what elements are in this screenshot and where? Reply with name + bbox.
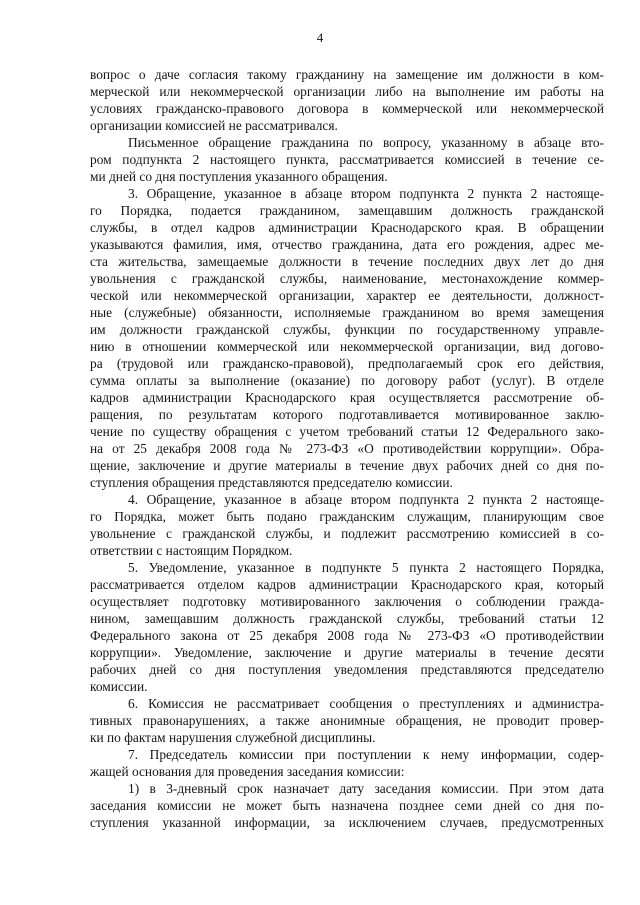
paragraph-line: тивных правонарушениях, а также анонимные обращения, не проводит провер- <box>90 713 604 728</box>
paragraph-line: ответствии с настоящим Порядком. <box>90 543 293 558</box>
paragraph <box>90 66 604 134</box>
paragraph <box>90 491 604 559</box>
paragraph-line: ные (служебные) обязанности, исполняемые гражданином во время замещения <box>90 305 604 320</box>
paragraph-line: 7. Председатель комиссии при поступлении к нему информации, содер- <box>128 747 604 762</box>
paragraph-line: ческой или некоммерческой организации, характер ее деятельности, должност- <box>90 288 604 303</box>
paragraph-line: ра (трудовой или гражданско-правовой), предполагаемый срок его действия, <box>90 356 604 371</box>
paragraph <box>90 185 604 491</box>
paragraph-line: ми дней со дня поступления указанного обращения. <box>90 169 388 184</box>
paragraph-line: Письменное обращение гражданина по вопросу, указанному в абзаце вто- <box>128 135 604 150</box>
paragraph-line: 1) в 3-дневный срок назначает дату заседания комиссии. При этом дата <box>128 781 604 796</box>
paragraph-line: заседания комиссии не может быть назначена позднее семи дней со дня по- <box>90 798 604 813</box>
paragraph-line: кадров администрации Краснодарского края осуществляется рассмотрение об- <box>90 390 604 405</box>
paragraph-line: 3. Обращение, указанное в абзаце втором подпункта 2 пункта 2 настояще- <box>128 186 604 201</box>
paragraph-line: на от 25 декабря 2008 года № 273-ФЗ «О противодействии коррупции». Обра- <box>90 441 604 456</box>
paragraph-line: сумма оплаты за выполнение (оказание) по договору работ (услуг). В отделе <box>90 373 604 388</box>
paragraph-line: осуществляет подготовку мотивированного заключения о соблюдении гражда- <box>90 594 604 609</box>
paragraph-line: го Порядка, подается гражданином, замещавшим должность гражданской <box>90 203 604 218</box>
paragraph-line: 5. Уведомление, указанное в подпункте 5 пункта 2 настоящего Порядка, <box>128 560 604 575</box>
page-number: 4 <box>316 30 324 45</box>
paragraph-line: им должности гражданской службы, функции по государственному управле- <box>90 322 604 337</box>
paragraph-line: ки по фактам нарушения служебной дисциплины. <box>90 730 376 745</box>
paragraph-line: чение по существу обращения с учетом требований статьи 12 Федерального зако- <box>90 424 604 439</box>
paragraph-line: щение, заключение и другие материалы в течение двух рабочих дней со дня по- <box>90 458 604 473</box>
paragraph <box>90 746 604 780</box>
paragraph-line: увольнения с гражданской службы, наименование, местонахождение коммер- <box>90 271 604 286</box>
paragraph-line: ращения, по результатам которого подготавливается мотивированное заклю- <box>90 407 604 422</box>
paragraph-line: 4. Обращение, указанное в абзаце втором подпункта 2 пункта 2 настояще- <box>128 492 604 507</box>
paragraph <box>90 134 604 185</box>
paragraph-line: рабочих дней со дня поступления уведомления представляются председателю <box>90 662 604 677</box>
paragraph-line: увольнение с гражданской службы, и подлежит рассмотрению комиссией в со- <box>90 526 604 541</box>
paragraph-line: нином, замещавшим должность гражданской службы, требований статьи 12 <box>90 611 604 626</box>
paragraph <box>90 780 604 831</box>
paragraph-line: мерческой или некоммерческой организации либо на выполнение им работы на <box>90 84 604 99</box>
paragraph-line: ступления обращения представляются председателю комиссии. <box>90 475 453 490</box>
paragraph-line: ром подпункта 2 настоящего пункта, рассматривается комиссией в течение се- <box>90 152 604 167</box>
document-body <box>90 66 604 831</box>
paragraph-line: Федерального закона от 25 декабря 2008 года № 273-ФЗ «О противодействии <box>90 628 604 643</box>
paragraph-line: коррупции». Уведомление, заключение и другие материалы в течение десяти <box>90 645 604 660</box>
paragraph-line: ста жительства, замещаемые должности в течение последних двух лет до дня <box>90 254 604 269</box>
paragraph-line: организации комиссией не рассматривался. <box>90 118 338 133</box>
paragraph-line: службы, в отдел кадров администрации Краснодарского края. В обращении <box>90 220 604 235</box>
paragraph-line: жащей основания для проведения заседания комиссии: <box>90 764 405 779</box>
paragraph-line: нию в отношении коммерческой или некоммерческой организации, вид догово- <box>90 339 604 354</box>
paragraph-line: ступления указанной информации, за исключением случаев, предусмотренных <box>90 815 604 830</box>
paragraph-line: комиссии. <box>90 679 148 694</box>
paragraph-line: вопрос о даче согласия такому гражданину на замещение им должности в ком- <box>90 67 604 82</box>
paragraph <box>90 695 604 746</box>
paragraph <box>90 559 604 695</box>
paragraph-line: 6. Комиссия не рассматривает сообщения о преступлениях и администра- <box>128 696 604 711</box>
paragraph-line: условиях гражданско-правового договора в коммерческой или некоммерческой <box>90 101 604 116</box>
paragraph-line: го Порядка, может быть подано гражданским служащим, планирующим свое <box>90 509 604 524</box>
paragraph-line: указываются фамилия, имя, отчество гражданина, дата его рождения, адрес ме- <box>90 237 604 252</box>
paragraph-line: рассматривается отделом кадров администрации Краснодарского края, который <box>90 577 604 592</box>
